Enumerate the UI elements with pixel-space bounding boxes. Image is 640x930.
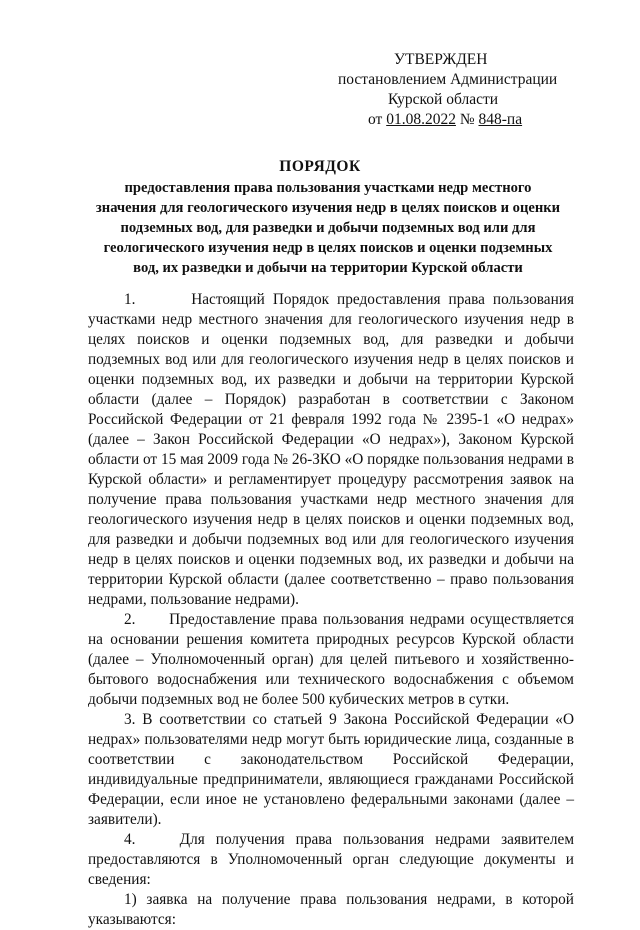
subtitle-line: значения для геологического изучения недр в целях поисков и оценки (95, 200, 561, 216)
approval-authority: постановлением Администрации (338, 71, 558, 88)
paragraph-3: 3. В соответствии со статьей 9 Закона Российской Федерации «О недрах» пользователями недр могут быть юридические лица, созданные в соответствии с законодательством Российской Федерации, индивидуальные предприниматели, являющиеся гражданами Российской Федерации, если иное не установлено федеральными законами (далее – заявители). (88, 711, 574, 828)
document-title: ПОРЯДОК (279, 158, 361, 175)
subtitle-line: вод, их разведки и добычи на территории Курской области (133, 260, 523, 276)
document-subtitle (88, 178, 568, 278)
approval-region: Курской области (388, 91, 499, 108)
paragraph-4: 4. Для получения права пользования недрами заявителем предоставляются в Уполномоченный орган следующие документы и сведения: (88, 831, 574, 888)
document-body (88, 290, 574, 930)
paragraph-2: 2. Предоставление права пользования недрами осуществляется на основании решения комитета природных ресурсов Курской области (далее – Уполномоченный орган) для целей питьевого и хозяйственно-бытового водоснабжения или технического водоснабжения с объемом добычи подземных вод не более 500 кубических метров в сутки. (88, 611, 574, 708)
subtitle-line: подземных вод, для разведки и добычи подземных вод или для (120, 220, 536, 236)
paragraph-1: 1. Настоящий Порядок предоставления права пользования участками недр местного значения для геологического изучения недр в целях поисков и оценки подземных вод, для разведки и добычи подземных вод или для геологического изучения недр в целях поисков и оценки подземных вод, их разведки и добычи на территории Курской области (далее – Порядок) разработан в соответствии с Законом Российской Федерации от 21 февраля 1992 года № 2395-1 «О недрах» (далее – Закон Российской Федерации «О недрах»), Законом Курской области от 15 мая 2009 года № 26-ЗКО «О порядке пользования недрами в Курской области» и регламентирует процедуру рассмотрения заявок на получение права пользования участками недр местного значения для геологического изучения недр в целях поисков и оценки подземных вод, для разведки и добычи подземных вод или для геологического изучения недр в целях поисков и оценки подземных вод, их разведки и добычи на территории Курской области (далее соответственно – право пользования недрами, пользование недрами). (88, 291, 574, 608)
paragraph-4-item-1: 1) заявка на получение права пользования недрами, в которой указываются: (88, 891, 574, 928)
subtitle-line: предоставления права пользования участками недр местного (124, 180, 532, 196)
approval-date: 01.08.2022 (386, 111, 456, 128)
number-prefix: № (455, 111, 479, 128)
approval-number: 848-па (478, 111, 523, 128)
approval-date-number (330, 110, 590, 130)
approval-heading: УТВЕРЖДЕН (394, 51, 488, 68)
date-prefix: от (368, 111, 387, 128)
approval-stamp (330, 50, 590, 130)
subtitle-line: геологического изучения недр в целях поисков и оценки подземных (103, 240, 553, 256)
